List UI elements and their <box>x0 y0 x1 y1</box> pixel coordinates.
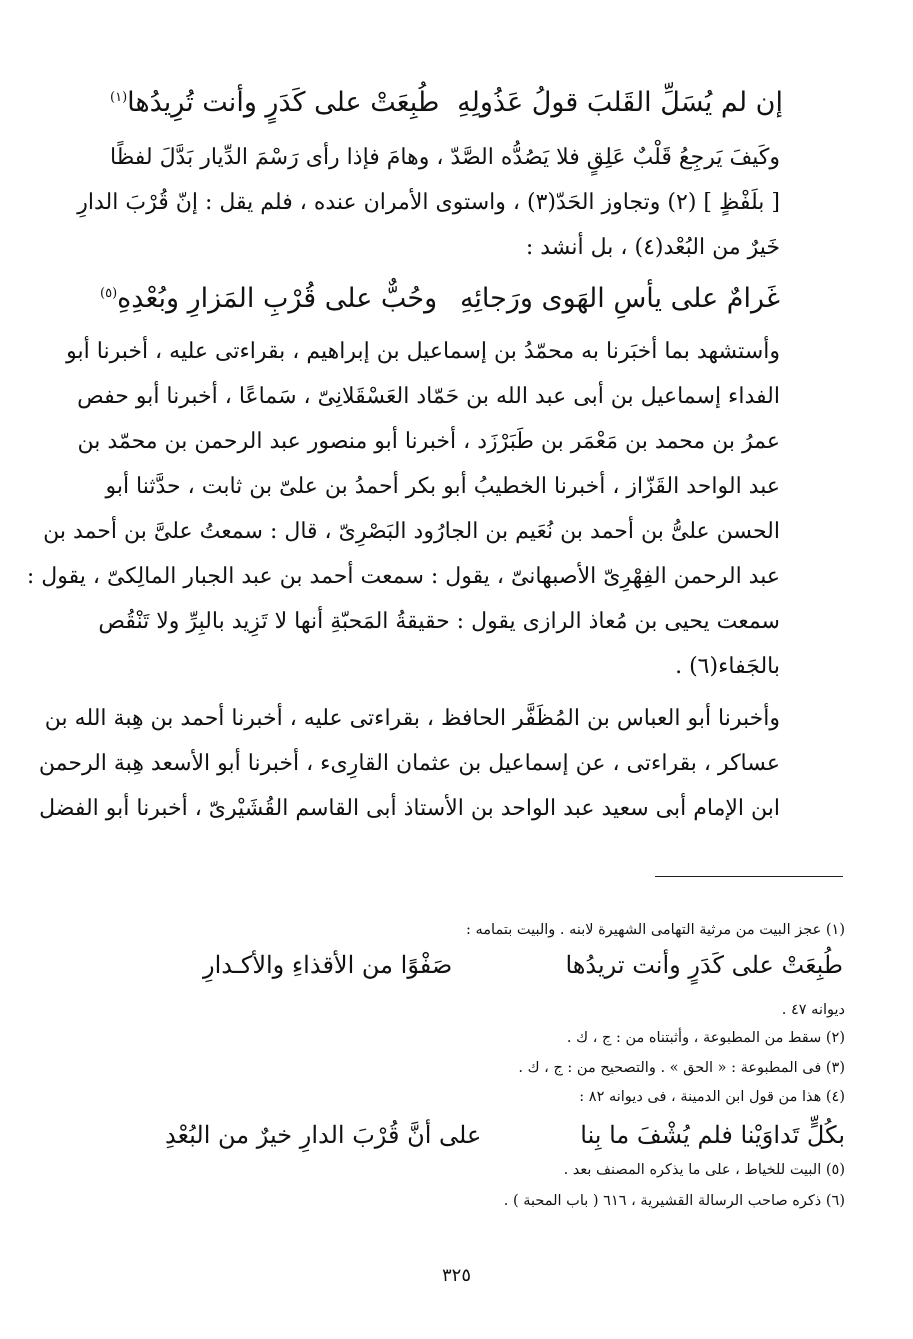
footnote-1-verse-first: طُبِعَتْ على كَدَرٍ وأنت تريدُها <box>565 951 843 979</box>
footnote-4: (٤) هذا من قول ابن الدمينة ، فى ديوانه ٨٢ : <box>579 1089 845 1105</box>
footnote-marker-5: (٥) <box>100 286 118 301</box>
para-3-line-2: عساكر ، بقراءتى ، عن إسماعيل بن عثمان القارِىء ، أخبرنا أبو الأسعد هِبة الرحمن <box>38 751 780 776</box>
para-2-line-3: عمرُ بن محمد بن مَعْمَر بن طَبَرْزَد ، أخبرنا أبو منصور عبد الرحمن بن محمّد بن <box>77 429 780 454</box>
para-2-line-8: بالجَفاء(٦) . <box>675 654 780 679</box>
footnote-1-verse <box>203 950 843 980</box>
page-number: ٣٢٥ <box>441 1265 471 1286</box>
para-2-line-1: وأستشهد بما أخبَرنا به محمّدُ بن إسماعيل بن إبراهيم ، بقراءتى عليه ، أخبرنا أبو <box>66 339 780 364</box>
footnote-4-verse-second: على أنَّ قُرْبَ الدارِ خيرٌ من البُعْدِ <box>165 1121 482 1149</box>
para-1-line-1: وكَيفَ يَرجِعُ قَلْبٌ عَلِقٍ فلا يَصُدُّه الصَّدّ ، وهامَ فإذا رأى رَسْمَ الدِّيار بَدَّلَ لفظًا <box>110 145 780 170</box>
verse-2-second-hemistich-text: وحُبٌّ على قُرْبِ المَزارِ وبُعْدِهِ <box>117 283 438 314</box>
verse-2-first-hemistich: غَرامٌ على يأسِ الهَوى ورَجائِهِ <box>459 283 780 314</box>
footnote-6: (٦) ذكره صاحب الرسالة القشيرية ، ٦١٦ ( باب المحبة ) . <box>503 1193 845 1209</box>
para-2-line-5: الحسن علىُّ بن أحمد بن نُعَيم بن الجارُود البَصْرِىّ ، قال : سمعتُ علىَّ بن أحمد بن <box>43 519 780 544</box>
para-2-line-2: الفداء إسماعيل بن أبى عبد الله بن حَمّاد العَسْقَلانِىّ ، سَماعًا ، أخبرنا أبو حفص <box>77 384 780 409</box>
verse-1-second-hemistich <box>110 86 439 120</box>
para-2-line-7: سمعت يحيى بن مُعاذ الرازى يقول : حقيقةُ المَحبّةِ أنها لا تَزِيد بالبِرِّ ولا تَنْقُص <box>98 609 780 634</box>
footnote-divider <box>655 876 843 877</box>
footnote-3: (٣) فى المطبوعة : « الحق » . والتصحيح من : ج ، ك . <box>518 1060 845 1076</box>
footnote-4-verse <box>165 1120 845 1150</box>
footnote-marker-1: (١) <box>110 90 128 105</box>
verse-1-first-hemistich: إن لم يُسَلِّ القَلبَ قولُ عَذُولِهِ <box>457 87 783 118</box>
footnote-1-source: ديوانه ٤٧ . <box>781 1002 845 1018</box>
para-2-line-6: عبد الرحمن الفِهْرِىّ الأصبهانىّ ، يقول : سمعت أحمد بن عبد الجبار المالِكىّ ، يقول : <box>26 564 780 589</box>
para-2-line-4: عبد الواحد القَزّاز ، أخبرنا الخطيبُ أبو بكر أحمدُ بن علىّ بن ثابت ، حدَّثنا أبو <box>105 474 780 499</box>
footnote-5: (٥) البيت للخياط ، على ما يذكره المصنف بعد . <box>563 1162 845 1178</box>
footnote-1: (١) عجز البيت من مرثية التهامى الشهيرة لابنه . والبيت بتمامه : <box>466 922 845 938</box>
verse-1-second-hemistich-text: طُبِعَتْ على كَدَرٍ وأنت تُرِيدُها <box>127 87 440 118</box>
para-3-line-1: وأخبرنا أبو العباس بن المُظَفَّر الحافظ ، بقراءتى عليه ، أخبرنا أحمد بن هِبة الله بن <box>44 706 780 731</box>
verse-2 <box>100 282 780 316</box>
para-3-line-3: ابن الإمام أبى سعيد عبد الواحد بن الأستاذ أبى القاسم القُشَيْرىّ ، أخبرنا أبو الفضل <box>39 796 780 821</box>
verse-2-second-hemistich <box>100 282 437 316</box>
footnote-1-verse-second: صَفْوًا من الأقذاءِ والأكـدارِ <box>203 951 453 979</box>
footnote-2: (٢) سقط من المطبوعة ، وأثبتناه من : ج ، ك . <box>566 1030 845 1046</box>
verse-1 <box>110 86 783 120</box>
footnote-4-verse-first: بكُلٍّ تَداوَيْنا فلم يُشْفَ ما بِنا <box>580 1121 845 1149</box>
para-1-line-3: خَيرٌ من البُعْد(٤) ، بل أنشد : <box>525 235 780 260</box>
para-1-line-2: [ بلَفْظٍ ] (٢) وتجاوز الحَدّ(٣) ، واستوى الأمران عنده ، فلم يقل : إنّ قُرْبَ الدارِ <box>77 190 780 215</box>
